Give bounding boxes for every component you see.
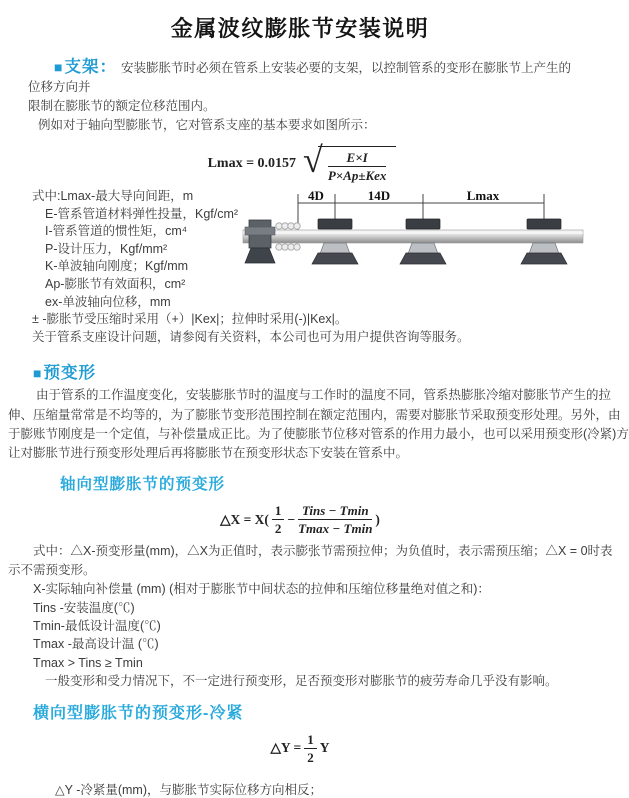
page-title: 金属波纹膨胀节安装说明 bbox=[170, 16, 430, 41]
axial-note-line1: 式中：△X-预变形量(mm)，△X为正值时，表示膨张节需预拉伸；为负值时，表示需预压缩；△X = 0时表 bbox=[33, 544, 613, 559]
lateral-predeform-formula bbox=[8, 732, 592, 765]
dim-label-lmax: Lmax bbox=[466, 188, 500, 203]
lmax-fraction bbox=[328, 150, 387, 183]
support-heading: 支架： bbox=[64, 58, 117, 76]
dim-label-14d: 14D bbox=[367, 188, 391, 203]
lmax-formula-lhs: Lmax = 0.0157 bbox=[207, 155, 297, 171]
axial-item-tmin: Tmin-最低设计温度(℃) bbox=[33, 618, 161, 633]
axial-item-tmax: Tmax -最高设计温 (℃) bbox=[33, 637, 159, 652]
fraction-numerator: 1 bbox=[272, 503, 285, 520]
fraction-denominator: Tmax − Tmin bbox=[298, 521, 373, 537]
sqrt-expression bbox=[303, 140, 396, 183]
var-line-ap: Ap-膨胀节有效面积，cm² bbox=[45, 276, 186, 291]
minus-sign: − bbox=[287, 511, 296, 527]
predeform-body-line2: 伸、压缩量常常是不均等的，为了膨胀节变形范围控制在额定范围内，需要对膨胀节采取预变形处理。另外，由 bbox=[8, 407, 621, 422]
dim-label-4d: 4D bbox=[308, 188, 324, 203]
var-line-consult: 关于管系支座设计问题，请参阅有关资料，本公司也可为用户提供咨询等服务。 bbox=[32, 329, 470, 344]
var-line-k: K-单波轴向刚度；Kgf/mm bbox=[45, 259, 189, 274]
temperature-fraction bbox=[298, 503, 372, 536]
lateral-formula-rhs: Y bbox=[319, 740, 330, 756]
fraction-numerator: Tins − Tmin bbox=[298, 503, 372, 520]
axial-formula-rhs: ) bbox=[375, 511, 380, 527]
lmax-fraction-numerator: E×I bbox=[328, 150, 387, 167]
one-half-fraction bbox=[272, 503, 285, 536]
fraction-denominator: 2 bbox=[307, 749, 314, 765]
one-half-fraction bbox=[304, 732, 317, 765]
predeform-heading: 预变形 bbox=[43, 364, 96, 383]
fixed-anchor-support bbox=[245, 220, 275, 263]
section-square-icon: ■ bbox=[54, 59, 63, 75]
lateral-note: △Y -冷紧量(mm)，与膨胀节实际位移方向相反； bbox=[55, 782, 323, 797]
axial-definitions-list bbox=[8, 580, 592, 690]
axial-predeform-heading: 轴向型膨胀节的预变形 bbox=[60, 476, 226, 494]
support-intro-line2: 限制在膨胀节的额定位移范围内。 bbox=[28, 99, 216, 113]
sqrt-radical-icon: √ bbox=[303, 140, 323, 180]
fraction-numerator: 1 bbox=[304, 732, 317, 749]
predeform-heading-row bbox=[33, 359, 592, 383]
predeform-section bbox=[8, 359, 629, 797]
var-line-pm: ± -膨胀节受压缩时采用（+）|Kex|；拉伸时采用(-)|Kex|。 bbox=[32, 312, 348, 327]
axial-formula-lhs: △X = X( bbox=[220, 511, 269, 527]
support-intro-line1: 安装膨胀节时必须在管系上安装必要的支架，以控制管系的变形在膨胀节上产生的位移方向并 bbox=[28, 61, 571, 94]
var-line-i: I-管系管道的惯性矩，cm⁴ bbox=[45, 224, 188, 239]
axial-item-tins: Tins -安装温度(℃) bbox=[33, 600, 135, 615]
predeform-body-line3: 于膨账节刚度是一个定值，与补偿量成正比。为了使膨胀节位移对管系的作用力最小，也可以采用预变形(冷紧)方 bbox=[8, 426, 629, 441]
lmax-fraction-denominator: P×Ap±Kex bbox=[327, 168, 387, 183]
support-heading-line bbox=[28, 58, 576, 97]
axial-item-inequality: Tmax > Tins ≥ Tmin bbox=[33, 655, 143, 670]
sqrt-radicand bbox=[318, 146, 397, 183]
predeform-body-line4: 让对膨胀节进行预变形处理后再将膨胀节在预变形状态下安装在管系中。 bbox=[8, 445, 409, 460]
var-line-e: E-管系管道材料弹性投量，Kgf/cm² bbox=[45, 206, 239, 221]
var-line-p: P-设计压力，Kgf/mm² bbox=[45, 241, 168, 256]
section-square-icon: ■ bbox=[33, 365, 42, 382]
var-line-ex: ex-单波轴向位移，mm bbox=[45, 294, 171, 309]
predeform-body-line1: 由于管系的工作温度变化，安装膨胀节时的温度与工作时的温度不同，管系热膨胀冷缩对膨胀节产生的拉 bbox=[36, 388, 612, 403]
var-line-lmax: 式中:Lmax-最大导向间距，m bbox=[32, 189, 194, 203]
axial-predeform-formula bbox=[8, 503, 592, 536]
lateral-formula-lhs: △Y = bbox=[270, 740, 302, 756]
lmax-formula bbox=[28, 140, 576, 183]
axial-item-x: X-实际轴向补偿量 (mm) (相对于膨胀节中间状态的拉伸和压缩位移量绝对值之和)： bbox=[33, 582, 490, 597]
axial-item-remark: 一般变形和受力情况下，不一定进行预变形，足否预变形对膨胀节的疲劳寿命几乎没有影响。 bbox=[45, 674, 558, 689]
pipe-support-diagram bbox=[243, 190, 595, 290]
pipe bbox=[243, 230, 583, 243]
axial-note-line2: 示不需预变形。 bbox=[8, 563, 96, 578]
lateral-predeform-heading: 横向型膨胀节的预变形-冷紧 bbox=[33, 704, 244, 722]
support-intro-line3: 例如对于轴向型膨胀节，它对管系支座的基本要求如图所示： bbox=[38, 118, 376, 132]
fraction-denominator: 2 bbox=[274, 521, 282, 537]
